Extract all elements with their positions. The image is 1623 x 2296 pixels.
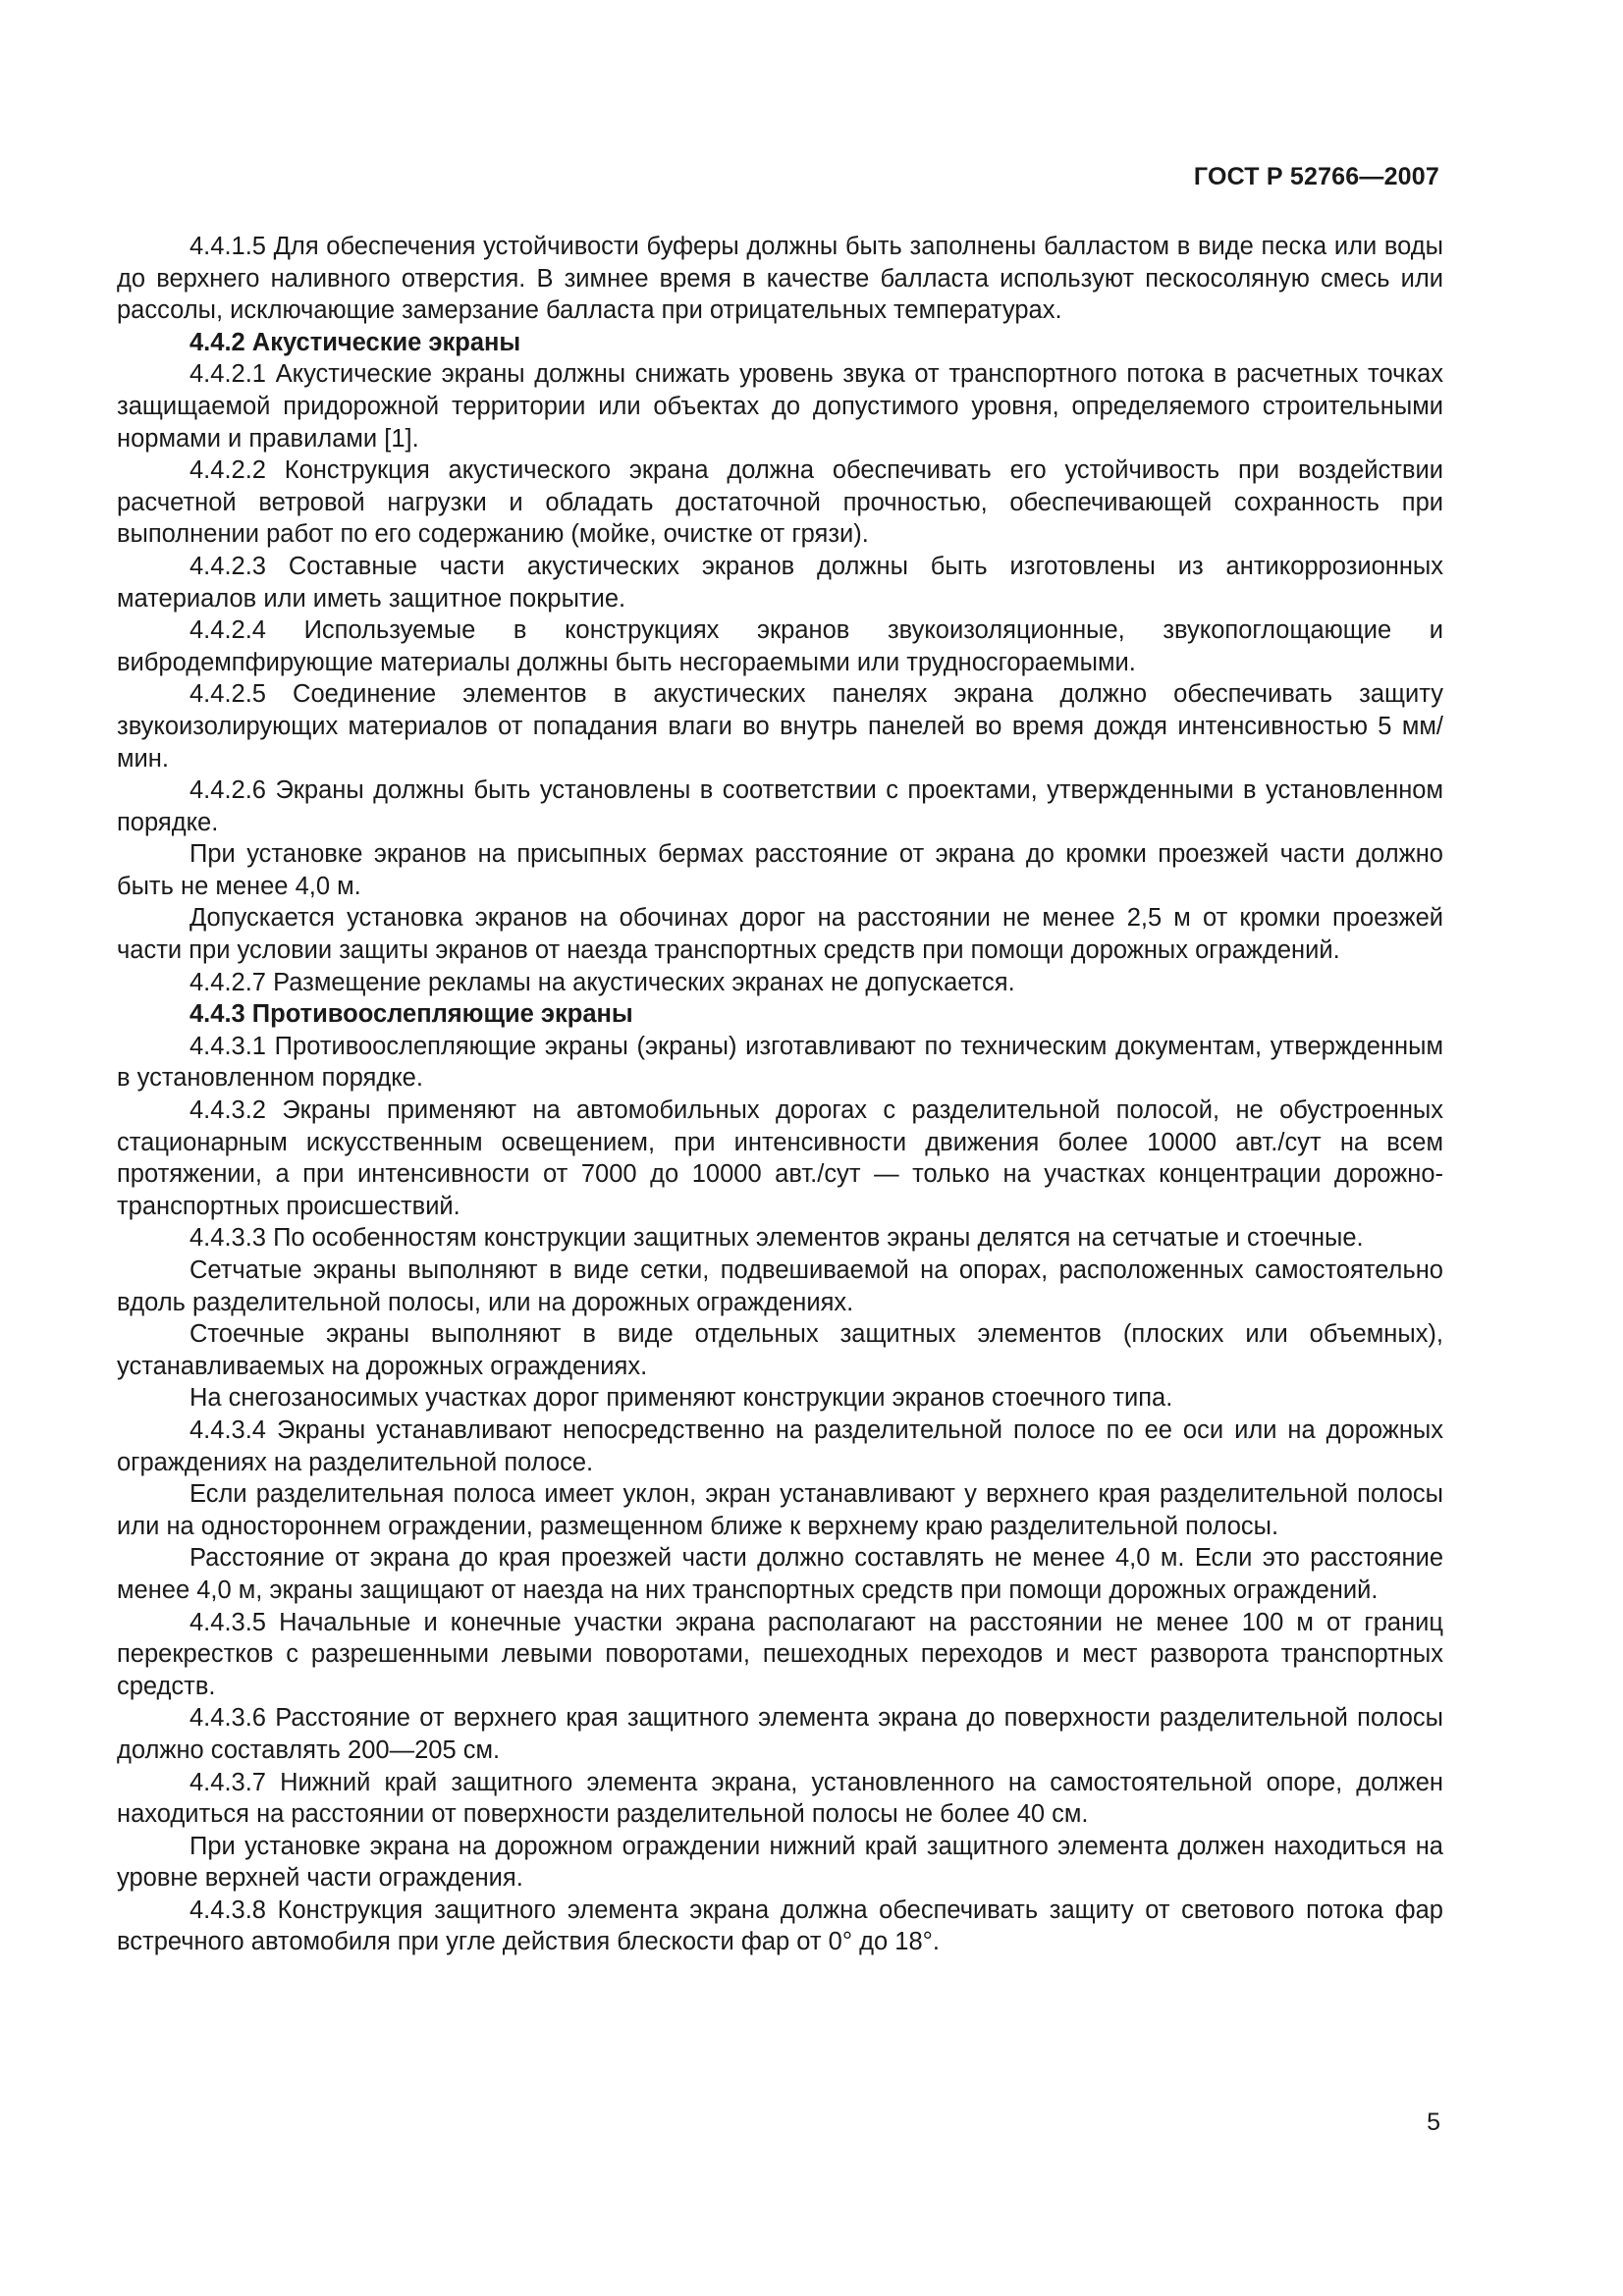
paragraph-4-4-2-2: 4.4.2.2 Конструкция акустического экрана должна обеспечивать его устойчивость при воздействии расчетной ветровой нагрузки и обладать достаточной прочностью, обеспечивающей сохранность при выполнении работ по его содержанию (мойке, очистке от грязи). <box>117 456 1443 549</box>
paragraph: Расстояние от экрана до края проезжей части должно составлять не менее 4,0 м. Если это расстояние менее 4,0 м, экраны защищают от наезда на них транспортных средств при помощи дорожных ограждений. <box>117 1544 1443 1604</box>
document-body <box>117 231 1443 1958</box>
paragraph: Если разделительная полоса имеет уклон, экран устанавливают у верхнего края разделительной полосы или на одностороннем ограждении, размещенном ближе к верхнему краю разделительной полосы. <box>117 1480 1443 1540</box>
paragraph-4-4-3-8: 4.4.3.8 Конструкция защитного элемента экрана должна обеспечивать защиту от светового потока фар встречного автомобиля при угле действия блескости фар от 0° до 18°. <box>117 1896 1443 1956</box>
paragraph-4-4-2-7: 4.4.2.7 Размещение рекламы на акустических экранах не допускается. <box>189 968 1015 996</box>
section-heading-4-4-2: 4.4.2 Акустические экраны <box>189 328 521 356</box>
paragraph: Сетчатые экраны выполняют в виде сетки, подвешиваемой на опорах, расположенных самостоятельно вдоль разделительной полосы, или на дорожных ограждениях. <box>117 1256 1443 1316</box>
paragraph: Стоечные экраны выполняют в виде отдельных защитных элементов (плоских или объемных), устанавливаемых на дорожных ограждениях. <box>117 1320 1443 1380</box>
paragraph-4-4-2-1: 4.4.2.1 Акустические экраны должны снижать уровень звука от транспортного потока в расчетных точках защищаемой придорожной территории или объектах до допустимого уровня, определяемого строительными нормами и правилами [1]. <box>117 360 1443 453</box>
paragraph-4-4-2-6: 4.4.2.6 Экраны должны быть установлены в соответствии с проектами, утвержденными в установленном порядке. <box>117 776 1443 836</box>
document-header-title: ГОСТ Р 52766—2007 <box>1193 163 1439 190</box>
paragraph-4-4-3-6: 4.4.3.6 Расстояние от верхнего края защитного элемента экрана до поверхности разделительной полосы должно составлять 200—205 см. <box>117 1704 1443 1764</box>
paragraph-4-4-2-5: 4.4.2.5 Соединение элементов в акустических панелях экрана должно обеспечивать защиту звукоизолирующих материалов от попадания влаги во внутрь панелей во время дождя интенсивностью 5 мм/мин. <box>117 680 1443 773</box>
paragraph: При установке экранов на присыпных бермах расстояние от экрана до кромки проезжей части должно быть не менее 4,0 м. <box>117 840 1443 900</box>
paragraph-4-4-3-7: 4.4.3.7 Нижний край защитного элемента экрана, установленного на самостоятельной опоре, должен находиться на расстоянии от поверхности разделительной полосы не более 40 см. <box>117 1768 1443 1829</box>
paragraph: На снегозаносимых участках дорог применяют конструкции экранов стоечного типа. <box>189 1384 1173 1413</box>
page-number: 5 <box>1427 2109 1440 2136</box>
paragraph-4-4-2-4: 4.4.2.4 Используемые в конструкциях экранов звукоизоляционные, звукопоглощающие и вибродемпфирующие материалы должны быть несгораемыми или трудносгораемыми. <box>117 616 1443 676</box>
paragraph: При установке экрана на дорожном ограждении нижний край защитного элемента должен находиться на уровне верхней части ограждения. <box>117 1832 1443 1893</box>
section-heading-4-4-3: 4.4.3 Противоослепляющие экраны <box>189 1000 633 1029</box>
paragraph-4-4-1-5: 4.4.1.5 Для обеспечения устойчивости буферы должны быть заполнены балластом в виде песка или воды до верхнего наливного отверстия. В зимнее время в качестве балласта используют пескосоляную смесь или рассолы, исключающие замерзание балласта при отрицательных температурах. <box>117 233 1443 325</box>
paragraph-4-4-3-3: 4.4.3.3 По особенностям конструкции защитных элементов экраны делятся на сетчатые и стоечные. <box>189 1224 1364 1253</box>
paragraph-4-4-3-4: 4.4.3.4 Экраны устанавливают непосредственно на разделительной полосе по ее оси или на дорожных ограждениях на разделительной полосе. <box>117 1415 1443 1476</box>
paragraph-4-4-3-1: 4.4.3.1 Противоослепляющие экраны (экраны) изготавливают по техническим документам, утвержденным в установленном порядке. <box>117 1032 1443 1093</box>
paragraph-4-4-2-3: 4.4.2.3 Составные части акустических экранов должны быть изготовлены из антикоррозионных материалов или иметь защитное покрытие. <box>117 552 1443 613</box>
paragraph-4-4-3-5: 4.4.3.5 Начальные и конечные участки экрана располагают на расстоянии не менее 100 м от границ перекрестков с разрешенными левыми поворотами, пешеходных переходов и мест разворота транспортных средств. <box>117 1608 1443 1700</box>
paragraph: Допускается установка экранов на обочинах дорог на расстоянии не менее 2,5 м от кромки проезжей части при условии защиты экранов от наезда транспортных средств при помощи дорожных ограждений. <box>117 904 1443 965</box>
paragraph-4-4-3-2: 4.4.3.2 Экраны применяют на автомобильных дорогах с разделительной полосой, не обустроенных стационарным искусственным освещением, при интенсивности движения более 10000 авт./сут на всем протяжении, а при интенсивности от 7000 до 10000 авт./сут — только на участках концентрации дорожно-транспортных происшествий. <box>117 1096 1443 1220</box>
